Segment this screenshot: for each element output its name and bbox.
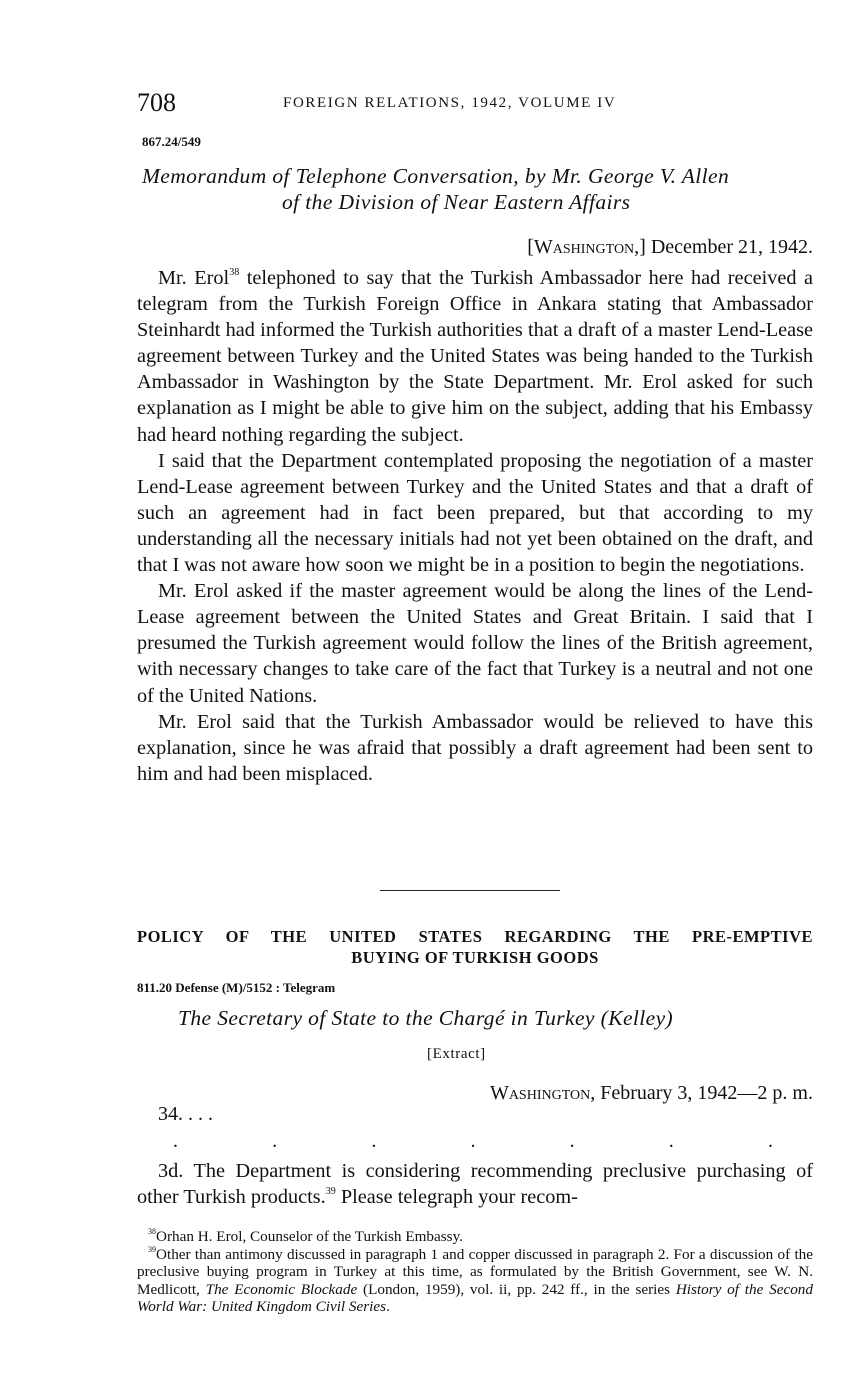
ellipsis-dot: .: [470, 1130, 476, 1152]
dateline: [527, 236, 813, 259]
paragraph-text: 3d. The Department is considering recommending preclusive purchasing of other Turkish products.: [137, 1160, 813, 1208]
series-title: History of the Second World War: United Kingdom Civil Series: [137, 1280, 813, 1315]
footnote: [137, 1246, 813, 1316]
document-title-line-1: Memorandum of Telephone Conversation, by Mr. George V. Allen: [142, 164, 730, 188]
paragraph-text: Mr. Erol: [158, 267, 230, 289]
file-number: 867.24/549: [142, 134, 201, 149]
paragraph-text: telephoned to say that the Turkish Ambassador here had received a telegram from the Turkish Foreign Office in Ankara stating that Ambassador Steinhardt had informed the Turkish authorities that a draft of a master Lend-Lease agreement between Turkey and the United States was being handed to the Turkish Ambassador in Washington by the State Department. Mr. Erol asked for such explanation as I might be able to give him on the subject, adding that his Embassy had heard nothing regarding the subject.: [137, 267, 814, 446]
running-title: FOREIGN RELATIONS, 1942, VOLUME IV: [283, 95, 617, 111]
footnote-text: (London, 1959), vol. ii, pp. 242 ff., in the series: [357, 1280, 676, 1298]
body-paragraph: I said that the Department contemplated proposing the negotiation of a master Lend-Lease agreement between Turkey and the United States and that a draft of such an agreement had in fact been prepared, but that according to my understanding all the necessary initials had not yet been obtained on the draft, and that I was not aware how soon we might be in a position to begin the negotiations.: [137, 449, 813, 577]
body-paragraph: [137, 265, 813, 448]
dateline-place: Washington,: [489, 1082, 596, 1104]
footnotes: [137, 1228, 813, 1316]
ellipsis-dot: .: [173, 1130, 178, 1152]
section-heading-line-2: BUYING OF TURKISH GOODS: [351, 948, 599, 967]
section-divider: [380, 890, 560, 891]
page-header: [137, 88, 813, 118]
extract-label: [Extract]: [427, 1046, 486, 1062]
body-paragraph: [137, 1158, 813, 1210]
footnote-ref: 39: [325, 1186, 336, 1197]
message-number: 34. . . .: [158, 1103, 213, 1125]
ellipsis-dot: .: [272, 1130, 278, 1152]
footnote-text: Other than antimony discussed in paragraph 1 and copper discussed in paragraph 2. For a discussion of the preclusive buying program in Turkey at this time, as formulated by the British Government, see W. N. Medlicott,: [137, 1245, 813, 1298]
memorandum-body: [137, 265, 813, 787]
omission-ellipsis: [173, 1130, 773, 1153]
footnote: [137, 1228, 813, 1246]
footnote-mark: 38: [148, 1227, 156, 1236]
ellipsis-dot: .: [371, 1130, 377, 1152]
telegram-body: [137, 1158, 813, 1210]
ellipsis-dot: .: [668, 1130, 674, 1152]
body-paragraph: Mr. Erol asked if the master agreement would be along the lines of the Lend-Lease agreement between the United States and Great Britain. I said that I presumed the Turkish agreement would follow the lines of the British agreement, with necessary changes to take care of the fact that Turkey is a neutral and not one of the United Nations.: [137, 580, 813, 707]
book-title: The Economic Blockade: [205, 1280, 358, 1298]
file-number: 811.20 Defense (M)/5152 : Telegram: [137, 980, 336, 995]
footnote-ref: 38: [229, 267, 240, 278]
ellipsis-dot: .: [767, 1130, 773, 1152]
footnote-mark: 39: [148, 1244, 156, 1254]
page-number: 708: [137, 88, 176, 117]
footnote-text: Orhan H. Erol, Counselor of the Turkish Embassy.: [156, 1228, 463, 1245]
dateline: [490, 1082, 813, 1105]
section-heading-line-1: POLICY OF THE UNITED STATES REGARDING THE PRE-EMPTIVE: [137, 927, 813, 946]
telegram-title: The Secretary of State to the Chargé in Turkey (Kelley): [178, 1006, 674, 1030]
ellipsis-dot: .: [569, 1130, 575, 1152]
paragraph-text: Please telegraph your recom-: [335, 1186, 578, 1208]
footnote-text: .: [386, 1298, 390, 1315]
dateline-date: February 3, 1942—2 p. m.: [600, 1082, 813, 1104]
document-title-line-2: of the Division of Near Eastern Affairs: [282, 190, 631, 214]
section-heading: [137, 926, 813, 968]
body-paragraph: Mr. Erol said that the Turkish Ambassador would be relieved to have this explanation, since he was afraid that possibly a draft agreement had been sent to him and had been misplaced.: [137, 710, 813, 785]
document-title: [142, 163, 818, 215]
dateline-date: December 21, 1942.: [650, 236, 813, 258]
dateline-place: [Washington,]: [527, 236, 646, 258]
